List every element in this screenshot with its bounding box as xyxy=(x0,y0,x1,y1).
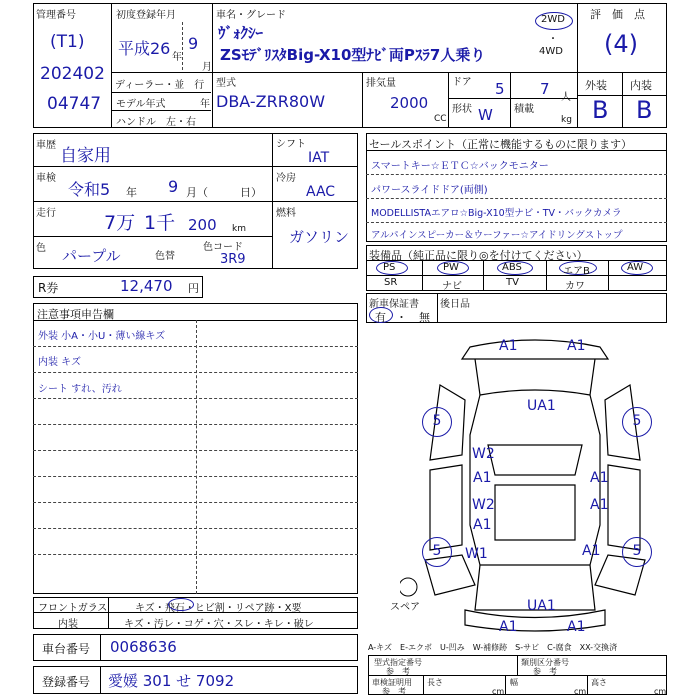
registration-label: 初度登録年月 xyxy=(116,10,176,21)
damage-right-front-door: A1 xyxy=(590,470,609,486)
equip-ps: PS xyxy=(383,262,396,273)
equip-abs: ABS xyxy=(502,262,522,273)
inspection-era: 令和5 xyxy=(68,180,111,199)
fuel-value: ガソリン xyxy=(289,228,350,246)
yen-unit: 円 xyxy=(188,282,199,295)
inspection-month-unit: 月（ xyxy=(186,186,208,199)
damage-tailgate: UA1 xyxy=(527,598,556,614)
inspection-year-unit: 年 xyxy=(126,186,137,199)
width-label: 幅 xyxy=(510,678,518,687)
tire-rear-right: 5 xyxy=(622,537,652,567)
damage-left-rear-door-a: A1 xyxy=(473,517,492,533)
sales-point-1: スマートキー☆ＥＴＣ☆バックモニター xyxy=(371,161,549,172)
score-label: 評 価 点 xyxy=(590,8,645,21)
fuel-label: 燃料 xyxy=(276,208,296,219)
damage-hood: UA1 xyxy=(527,398,556,414)
legend-text: A-キズ E-エクボ U-凹み W-補修跡 S-サビ C-腐食 XX-交換済 xyxy=(368,643,618,652)
plate-label: 登録番号 xyxy=(42,675,91,689)
damage-left-front-door-w: W2 xyxy=(472,446,495,462)
registration-month: 9 xyxy=(188,34,199,53)
recycle-label: R券 xyxy=(38,281,59,295)
class-number-ref: 参 考 xyxy=(533,667,557,676)
chassis-number: 0068636 xyxy=(110,638,177,656)
shift-value: IAT xyxy=(308,150,330,166)
note-line-1: 外装 小A・小U・薄い線キズ xyxy=(38,331,166,342)
mileage-km-unit: km xyxy=(232,224,246,234)
class-number-label: 類別区分番号 xyxy=(521,658,569,667)
equip-tv: TV xyxy=(506,277,519,288)
mgmt-number-1: 202402 xyxy=(40,64,105,84)
drive-4wd: 4WD xyxy=(539,46,563,57)
drive-2wd: 2WD xyxy=(541,14,565,25)
model-label: 型式 xyxy=(216,78,236,89)
car-diagram xyxy=(400,325,670,640)
load-label: 積載 xyxy=(514,104,534,115)
chassis-label: 車台番号 xyxy=(42,642,91,656)
sales-title: セールスポイント（正常に機能するものに限ります） xyxy=(369,138,633,151)
damage-left-rear-quarter: W1 xyxy=(465,546,488,562)
equip-airbag: エアB xyxy=(563,266,590,277)
color-code-label: 色コード xyxy=(203,242,243,253)
plate-number: 愛媛 301 せ 7092 xyxy=(108,672,235,690)
registration-era: 平成26 xyxy=(118,39,171,58)
height-label: 高さ xyxy=(591,678,607,687)
interior-condition-value: キズ・汚レ・コゲ・穴・スレ・キレ・破レ xyxy=(124,619,314,630)
score-value: (4) xyxy=(604,30,638,58)
certificate-label: 車検証明用 xyxy=(372,678,412,687)
exterior-label: 外装 xyxy=(585,79,607,92)
mgmt-number-2: 04747 xyxy=(47,94,102,114)
mileage-sen: 1千 xyxy=(144,212,176,234)
tire-rear-left: 5 xyxy=(422,537,452,567)
displacement-label: 排気量 xyxy=(366,78,396,89)
capacity-unit: 人 xyxy=(561,92,571,103)
color-label: 色 xyxy=(36,243,46,254)
later-items-label: 後日品 xyxy=(440,299,470,310)
color-value: パープル xyxy=(62,247,121,265)
exterior-grade: B xyxy=(592,96,609,124)
height-unit: cm xyxy=(654,687,667,696)
shift-label: シフト xyxy=(276,139,306,150)
damage-rear-left: A1 xyxy=(499,619,518,635)
width-unit: cm xyxy=(574,687,587,696)
ac-value: AAC xyxy=(306,184,336,200)
inspection-day-unit: 日） xyxy=(240,186,262,199)
damage-left-rear-door-w: W2 xyxy=(472,497,495,513)
drive-dot: ・ xyxy=(548,34,558,45)
equip-pw: PW xyxy=(443,262,459,273)
year-unit: 年 xyxy=(172,52,182,63)
interior-condition-label: 内装 xyxy=(58,619,78,630)
equip-navi: ナビ xyxy=(442,281,462,292)
shape-label: 形状 xyxy=(452,104,472,115)
ac-label: 冷房 xyxy=(276,173,296,184)
warranty-separator: ・ xyxy=(396,311,407,324)
front-glass-value: キズ・飛石・ヒビ割・リペア跡・X要 xyxy=(135,603,302,614)
model-code: DBA-ZRR80W xyxy=(216,92,326,111)
color-code: 3R9 xyxy=(220,252,246,267)
displacement: 2000 xyxy=(390,94,429,112)
note-line-2: 内装 キズ xyxy=(38,357,81,368)
capacity: 7 xyxy=(540,80,550,98)
warranty-no: 無 xyxy=(419,311,430,324)
equip-aw: AW xyxy=(627,262,644,273)
inspection-month: 9 xyxy=(168,177,179,196)
mgmt-code: (T1) xyxy=(50,32,85,52)
mileage-label: 走行 xyxy=(36,208,56,219)
warranty-yes: 有 xyxy=(375,311,386,324)
recycle-box xyxy=(33,276,203,298)
handle-label: ハンドル 左・右 xyxy=(116,117,196,128)
damage-right-rear-door: A1 xyxy=(590,497,609,513)
mileage-man: 7万 xyxy=(104,212,136,234)
length-unit: cm xyxy=(492,687,505,696)
month-unit: 月 xyxy=(202,62,212,73)
inspection-label: 車検 xyxy=(36,173,56,184)
notes-title: 注意事項申告欄 xyxy=(37,308,114,321)
displacement-unit: CC xyxy=(434,114,447,124)
body-shape: W xyxy=(478,106,493,124)
car-name: ｳﾞｫｸｼｰ xyxy=(218,24,264,42)
recolor-label: 色替 xyxy=(155,251,175,262)
model-year-unit: 年 xyxy=(200,99,210,110)
note-line-3: シート すれ、汚れ xyxy=(38,384,122,395)
damage-front-left: A1 xyxy=(499,338,518,354)
tire-front-right: 5 xyxy=(622,407,652,437)
type-number-label: 型式指定番号 xyxy=(374,658,422,667)
type-number-ref: 参 考 xyxy=(386,667,410,676)
sales-point-4: アルパインスピーカー＆ウーファー☆アイドリングストップ xyxy=(371,230,623,241)
recycle-amount: 12,470 xyxy=(120,277,173,295)
sales-point-2: パワースライドドア(両側) xyxy=(371,185,488,196)
mileage-rest: 200 xyxy=(188,216,217,234)
interior-label: 内装 xyxy=(630,79,652,92)
sales-point-3: MODELLISTAエアロ☆Big-X10型ナビ・TV・バックカメラ xyxy=(371,208,622,219)
equip-leather: カワ xyxy=(565,281,585,292)
equip-sr: SR xyxy=(384,277,398,288)
chip-circle xyxy=(168,598,194,611)
history-label: 車歴 xyxy=(36,140,56,151)
model-year-label: モデル年式 xyxy=(116,99,166,110)
damage-rear-right: A1 xyxy=(567,619,586,635)
car-grade: ZSﾓﾃﾞﾘｽﾀBig-X10型ﾅﾋﾞ両Pｽﾗ7人乗り xyxy=(220,46,486,64)
tire-front-left: 5 xyxy=(422,407,452,437)
spare-label: スペア xyxy=(390,602,420,613)
warranty-label: 新車保証書 xyxy=(369,299,419,310)
load-unit: kg xyxy=(561,115,572,125)
door-count: 5 xyxy=(495,80,505,98)
certificate-ref: 参 考 xyxy=(382,687,406,696)
car-name-label: 車名・グレード xyxy=(216,10,286,21)
damage-front-right: A1 xyxy=(567,338,586,354)
damage-left-front-door-a: A1 xyxy=(473,470,492,486)
history-value: 自家用 xyxy=(60,146,111,166)
damage-left-quarter: A1 xyxy=(582,543,601,559)
mgmt-label: 管理番号 xyxy=(36,10,76,21)
equipment-title: 装備品（純正品に限り◎を付けてください） xyxy=(369,249,588,262)
door-label: ドア xyxy=(452,77,472,88)
interior-grade: B xyxy=(636,96,653,124)
front-glass-label: フロントガラス xyxy=(38,603,108,614)
length-label: 長さ xyxy=(427,678,443,687)
dealer-label: ディーラー・並 行 xyxy=(115,80,205,91)
